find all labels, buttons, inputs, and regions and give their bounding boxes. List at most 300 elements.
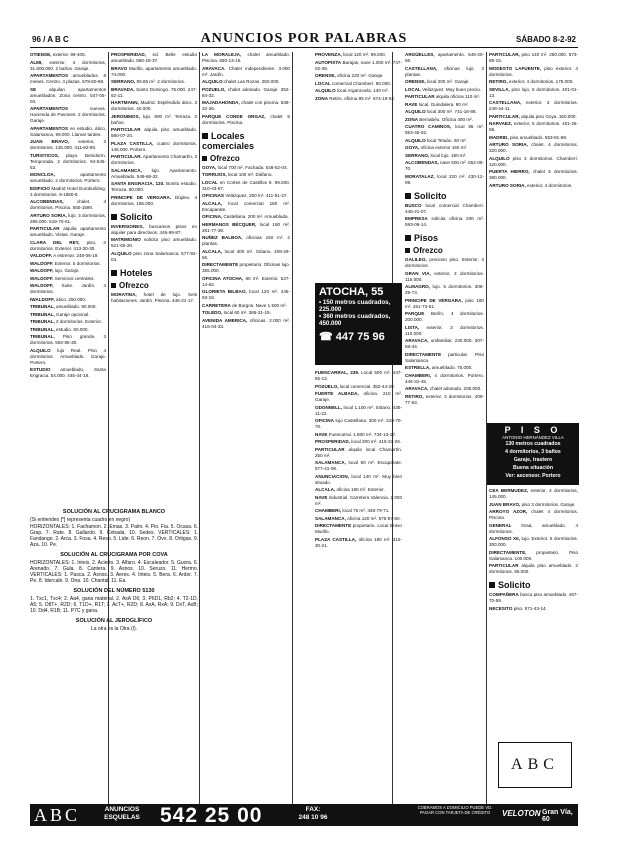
ads-list (202, 52, 290, 126)
ad-text: local 60 m². 365-21-19. (223, 310, 271, 315)
ad-keyword: APARTAMENTOS (30, 73, 69, 78)
ad-keyword: CHAMBERI, (405, 372, 432, 378)
ad-keyword: ALMAGRO, (405, 284, 431, 289)
ads-list (489, 592, 578, 612)
ad-keyword: LOCAL (405, 86, 421, 92)
ad-keyword: SALAMANCA, (315, 460, 346, 465)
ad-item (489, 183, 578, 189)
ad-keyword: GOYA, (405, 145, 420, 150)
ad-text: amueblado. 75.000. (431, 365, 473, 370)
ad-keyword: OTIENSE, (30, 52, 52, 57)
ad-keyword: DIRECTAMENTE (405, 351, 442, 357)
ad-item (202, 318, 290, 330)
ad-item (315, 523, 402, 535)
ad-keyword: SE (30, 86, 37, 92)
ad-text: oficina 120 m². 575-87-80. (347, 515, 401, 521)
piso-head: P I S O (504, 425, 562, 435)
ad-text: oficina 160 m². Exterior. (336, 487, 385, 492)
ad-item (111, 66, 197, 78)
ad-keyword: DIRECTAMENTE (202, 262, 239, 267)
ad-keyword: LISTA, (405, 324, 420, 330)
ad-item (202, 289, 290, 301)
ad-keyword: PUERTA HIERRO, (489, 169, 530, 174)
ad-keyword: AUTOPISTA (315, 59, 342, 65)
ad-item (30, 226, 106, 238)
ad-text: oficina. 210 m². Garaje. (315, 391, 403, 402)
ad-keyword: ALCALA, (315, 487, 336, 492)
ad-text: piso amueblado. 553-81-88. (509, 134, 568, 140)
ad-item (405, 325, 484, 337)
ad-keyword: CHAMBERI, (315, 508, 342, 513)
ad-text: chalet. 4 dormitorios. Piscina. 550-1590. (30, 199, 106, 210)
crucigrama-cova-body: HORIZONTALES: 1. Inteis. 2. Acierto. 3. Alfaro. 4. Escaleador. 5. Guora. 6. Arenado. 7. Gula. 8. Cantera. 9. Asnos. 10. Seruzo. 11. Hermo. VERTICALES: 1. Pasca. 2. Asnos. 3. Aeres. 4. Inteis. 5. Bera. 6. Ardor. 7. Pe. 8. Idercalé. 9. Ona. 10. Chantal. 11. Ea. (30, 560, 198, 584)
ad-keyword: SALAMANCA, (111, 167, 142, 173)
ad-text: piso, 3 dormitorios. Exterior. 413-30-30. (30, 239, 106, 251)
ad-text: local 200 m². 415-33-26. (351, 439, 402, 444)
piso-ad-box (487, 423, 579, 485)
ad-text: lujo. Garaje. (54, 268, 80, 273)
ad-keyword: PARTICULAR (315, 446, 345, 452)
subsection-ofrezco: Ofrezco (202, 154, 290, 163)
ad-keyword: PLAZA CASTILLA, (111, 140, 154, 146)
ad-text: Dúplex. 4 dormitorios. 185.000. (111, 194, 197, 206)
ad-text: en estudio, ático, Salamanca, 99.000. Llamar tardes. (30, 125, 107, 137)
ads-list (489, 52, 578, 189)
ad-item (405, 298, 484, 310)
abc-logo-box: ABC (498, 742, 572, 788)
ads-list (489, 488, 578, 575)
ad-keyword: ALQUILO (111, 250, 132, 256)
section-solicito: Solicito (405, 191, 484, 201)
column-4-top (315, 52, 402, 280)
ad-item (315, 474, 402, 486)
ad-keyword: MODESTO LAFUENTE, (489, 65, 542, 71)
ad-keyword: RETIRO, (489, 79, 508, 84)
section-locales: Locales comerciales (202, 131, 290, 151)
ad-text: Barajas, nave 1.000 m². 747-02-39. (315, 59, 403, 71)
footer-anuncios (94, 806, 150, 822)
ad-text: nuevos. Hacienda de Pavones. 2 dormitorios. Garaje. (30, 106, 106, 123)
ad-text: propietario. Piso Salamanca. 100.000. (489, 549, 578, 561)
ad-item (30, 153, 106, 171)
ad-text: alquila oficina 110 m². (435, 94, 481, 99)
ad-item (405, 386, 484, 392)
ad-keyword: VALDOFF. (30, 253, 53, 258)
ad-keyword: ARGÜELLES, (405, 52, 435, 57)
ad-keyword: PARTICULAR. (111, 154, 142, 159)
ad-item (30, 348, 106, 366)
ad-text: Bernabéu. Oficina 400 m². (419, 116, 473, 122)
ad-item (111, 154, 197, 166)
ad-text: exterior, 4 dormitorios, 145.000. (489, 488, 578, 499)
ad-text: local comercial Chamberí. 448-21-07. (405, 202, 484, 214)
ad-item (30, 52, 106, 58)
ad-item (489, 66, 578, 78)
ad-text: Velázquez, 250 m². 411-51-27. (225, 193, 288, 198)
ad-item (405, 124, 484, 136)
ad-text: Madrid Hotel Eurobuilding, 3 dormitorios. 9-1880-8. (30, 185, 106, 197)
ad-text: Chalet independiente. 3.000 m². Jardín. (202, 65, 290, 77)
piso-line: Ver: ascensor. Portero (505, 473, 561, 479)
ads-list (405, 257, 484, 406)
ad-item (202, 249, 290, 261)
ad-text: exterior. 3 dormitorios. 248-44-11. (489, 100, 578, 111)
ad-item (111, 79, 197, 85)
ad-text: chalet 5 dormitorios. 380.000. (489, 169, 578, 180)
page-header (30, 31, 578, 48)
ad-item (202, 100, 290, 112)
ad-keyword: POZUELO, (202, 86, 226, 92)
ad-item (405, 311, 484, 323)
ad-text: piso zona Salamanca. 577-92-04. (111, 250, 198, 262)
ad-item (489, 87, 578, 99)
footer-anuncios-label: ANUNCIOS (104, 806, 140, 813)
ad-keyword: ALCALA, (202, 248, 223, 254)
ads-list (315, 52, 402, 102)
ad-text: oficina 180 m². 315-30-21. (315, 536, 402, 548)
ad-item (489, 523, 578, 535)
ad-item (489, 606, 578, 612)
ad-item (111, 52, 197, 64)
ad-text: Murillo, apartamento amueblado. 74.000. (111, 65, 197, 77)
ad-keyword: CUATRO CAMINOS, (405, 124, 452, 129)
ad-item (405, 271, 484, 283)
ad-text: amueblados. 8 meses. Centro. 4 plazas. 579-60-98. (30, 73, 107, 84)
ad-keyword: NAVE (315, 431, 328, 437)
ad-text: de Burgos. Nave 1.500 m². (232, 302, 288, 308)
ad-text: lujo. Apartamento. Amueblado. 549-66-32. (111, 167, 198, 179)
ad-keyword: SERRANO, (111, 79, 136, 84)
ad-keyword: CEA BERMUDEZ, (489, 488, 529, 493)
ad-text: apartamento. 548-20-55. (405, 52, 484, 63)
ad-item (315, 439, 402, 445)
ad-keyword: FUERTE ALBADA, (315, 391, 359, 396)
ad-text: exterior, 3 dormitorios. 135.000. 411-92-80. (30, 139, 107, 150)
section-solicito: Solicito (489, 580, 578, 590)
ad-keyword: PARQUE CONDE ORGAZ, (202, 113, 266, 119)
ad-item (30, 304, 106, 310)
ad-keyword: WALDOFF. (30, 275, 54, 281)
ad-text: lujo, 3 dormitorios, 285.000. 519-70-61. (30, 212, 106, 224)
ad-keyword: PROSPERIDAD, (111, 52, 146, 57)
ad-item (405, 117, 484, 123)
ad-text: piso 3 dormitorios. Garaje. (521, 501, 576, 507)
ad-item (489, 121, 578, 133)
ad-item (315, 370, 402, 382)
ad-item (30, 276, 106, 282)
ad-keyword: JERONIMOS, (111, 113, 140, 119)
ad-item (315, 96, 402, 102)
ad-keyword: PARTICULAR (111, 127, 141, 132)
column-4-bottom (315, 370, 402, 800)
ad-keyword: ORENSE, (405, 79, 426, 84)
ad-text: Berlín, 4 dormitorios. 200.000. (405, 311, 484, 322)
ad-keyword: PARTICULAR, (489, 52, 520, 57)
ad-item (30, 139, 106, 151)
ad-keyword: ALMI, (30, 59, 43, 65)
ad-keyword: ALCOBENDAS, (405, 160, 439, 165)
ad-item (489, 502, 578, 508)
ad-keyword: TRIBUNAL, (30, 304, 55, 309)
piso-line: 130 metros cuadrados (505, 441, 561, 447)
ad-item (202, 276, 290, 288)
ad-item (489, 592, 578, 604)
ad-keyword: TRIBUNAL. (30, 334, 55, 339)
ad-text: exterior, 4 dormitorios, 31.600.000. 2 baños. Garaje. (30, 59, 107, 71)
ad-text: alquila piso amueblado. 590-07-24. (111, 127, 197, 138)
ad-text: oficina 220 m². Garaje. (336, 73, 384, 78)
ad-item (315, 73, 402, 79)
ad-text: piso 180 m². 261-73-51. (405, 297, 484, 309)
ad-keyword: GOYA, (202, 164, 217, 170)
ad-keyword: ALQUILO (405, 109, 426, 114)
ad-item (111, 251, 197, 263)
ad-keyword: ARTURO SORIA, (489, 142, 528, 147)
ad-keyword: LOCAL (315, 80, 331, 86)
ad-item (315, 460, 402, 472)
ad-item (111, 114, 197, 126)
ad-keyword: PARTICULAR (30, 226, 60, 231)
ad-item (315, 60, 402, 72)
ad-text: particular. Piso Salamanca. (405, 351, 484, 363)
ad-item (30, 186, 106, 198)
ad-item (489, 563, 578, 575)
ad-keyword: MONCLOA, (30, 172, 56, 177)
ad-item (30, 73, 106, 85)
ads-list (111, 52, 197, 207)
ad-item (315, 508, 402, 514)
ad-item (405, 160, 484, 172)
ad-keyword: MAJADAHONDA, (202, 100, 240, 105)
ad-item (111, 195, 197, 207)
piso-line: 4 dormitorios, 3 baños (505, 449, 561, 455)
ad-text: Exterior. 5 dormitorios. (54, 260, 101, 266)
ad-item (405, 79, 484, 85)
ad-item (202, 262, 290, 274)
footer-phone-number: 542 25 00 (160, 804, 263, 827)
ad-item (405, 145, 484, 151)
ad-text: Apartamento Chamartín, 3 dormitorios. (111, 154, 197, 165)
ad-keyword: EDIFICIO (30, 185, 50, 191)
ad-keyword: RAVE (405, 101, 418, 107)
atocha-line: • 150 metros cuadrados, 225.000 (319, 299, 391, 313)
atocha-line: • 360 metros cuadrados, 450.000 (319, 313, 391, 327)
ad-keyword: SERRANO, (405, 152, 430, 158)
ad-text: piso 140 m². 250.000. 573-89-15. (489, 52, 579, 63)
ad-keyword: ARAVACA. (202, 65, 226, 71)
ad-text: Servicios centrales. (54, 275, 95, 281)
ad-keyword: MORATALAZ, (405, 173, 435, 179)
ad-keyword: CASTELLANA, (405, 65, 438, 71)
ad-text: oficinas lujo. 3 plantas. (405, 65, 484, 77)
ad-text: alquila apartamento amueblado. Vistas. Garaje. (30, 226, 106, 237)
ad-item (315, 88, 402, 94)
ad-text: exterior, 4 dormitorios. 175.000. (508, 79, 574, 84)
ad-item (405, 66, 484, 78)
ad-text: local 700 m². Fachada. 548-52-04. (217, 164, 288, 170)
ad-text: 4 dormitorios. Portero. 446-31-45. (405, 372, 484, 384)
ad-text: local 90 m². Escaparate. 577-41-08. (315, 460, 402, 471)
ad-item (405, 394, 484, 406)
ad-item (111, 141, 197, 153)
ad-keyword: OFICINA, (202, 214, 223, 219)
ad-text: local 100 m². Diáfano. (227, 172, 273, 177)
page-title: ANUNCIOS POR PALABRAS (200, 31, 408, 46)
ad-text: Castellana. 200 m². Amueblada. (223, 214, 289, 219)
ad-keyword: BRAVADA, (111, 86, 135, 92)
ad-keyword: MORATINA, (111, 291, 137, 297)
ad-keyword: PARQUE (405, 311, 425, 316)
ad-keyword: ZONA (405, 116, 419, 122)
ad-text: exterior. 3 dormitorios. 409-77-53. (405, 393, 485, 405)
ad-item (405, 87, 484, 93)
footer-cobro: COBRAMOS A DOMICILIO PUEDE VD. PAGAR CON TARJETA DE CRÉDITO (417, 805, 493, 815)
ad-item (405, 257, 484, 269)
ads-list (111, 292, 197, 304)
piso-line: Buena situación (512, 465, 554, 471)
ad-item (202, 165, 290, 171)
ad-text: local 190 m². 261-77-38. (202, 221, 290, 233)
ad-text: chalet adosado. 205.000. (429, 386, 482, 391)
ads-list (405, 203, 484, 229)
ad-text: unifamiliar. 230.000. 307-58-44. (405, 338, 484, 349)
ad-text: hotel de lujo. Seis habitaciones. Jardín. Piscina. 446-21-17. (111, 291, 197, 303)
ad-text: precioso piso. Exterior. 4 dormitorios. (405, 257, 484, 268)
footer-veloton: VELOTON (502, 809, 541, 818)
ad-text: alquila piso amueblado. 2 dormitorios. 95.000. (489, 563, 578, 574)
ad-text: local 200 m². Garaje. (426, 79, 470, 84)
column-5 (405, 52, 484, 802)
ad-keyword: NECESITO (489, 605, 513, 611)
ad-keyword: AVENIDA AMERICA, (202, 317, 248, 323)
ad-item (489, 100, 578, 112)
ad-text: piso. 571-43-14. (513, 605, 547, 611)
ad-text: propietario. Oficinas lujo. 355.000. (202, 262, 290, 273)
ad-keyword: WALDOFF, (30, 268, 54, 273)
ad-keyword: WALDOFF. (30, 260, 54, 266)
ad-keyword: JUAN BRAVO, (489, 501, 521, 507)
ad-keyword: APARTAMENTOS (30, 106, 69, 111)
ad-item (111, 181, 197, 193)
ad-item (30, 268, 106, 274)
atocha-ad-box (315, 283, 402, 365)
ad-item (405, 138, 484, 144)
ad-keyword: ESTUDIO (30, 367, 51, 372)
ad-keyword: GRAN VIA, (405, 270, 431, 276)
ad-keyword: FUENCARRAL, 239. (315, 370, 360, 375)
ad-text: exterior, 5 dormitorios. 401-26-59. (489, 121, 578, 132)
ad-text: Retiro, oficina 95 m². 574-19-02. (329, 95, 396, 101)
ad-item (405, 338, 484, 350)
ad-item (315, 405, 402, 417)
ad-keyword: ODONNELL, (315, 404, 343, 410)
ad-text: oficina exterior 150 m². (420, 145, 468, 150)
ad-item (111, 127, 197, 139)
ad-item (202, 193, 290, 199)
ad-text: Piso grande, 3 dormitorios. 592-86-30. (30, 334, 107, 345)
ad-item (405, 102, 484, 108)
numero-title: SOLUCIÓN DEL NÚMERO 5130 (73, 588, 155, 594)
ad-item (489, 142, 578, 154)
ad-item (405, 174, 484, 186)
ad-item (202, 235, 290, 247)
jeroglifico-title: SOLUCIÓN AL JEROGLÍFICO (75, 618, 153, 624)
ad-keyword: PRINCIPE DE VERGARA. (111, 194, 172, 200)
ad-text: lujo Real. Piso 4 dormitorios. Amueblado. Garaje. Portero. (30, 347, 106, 365)
ad-text: propietario. Local Bravo Murillo. (315, 523, 402, 534)
ad-item (489, 156, 578, 168)
footer-abc-logo: ABC (34, 805, 81, 825)
ad-item (315, 516, 402, 522)
ad-item (489, 135, 578, 141)
ad-item (30, 261, 106, 267)
footer-esquelas-label: ESQUELAS (104, 814, 140, 821)
column-6-top (489, 52, 578, 418)
ad-text: 80 m². Exterior. 527-14-62. (202, 275, 290, 287)
ad-keyword: NARVAEZ, (489, 121, 513, 126)
ad-text: local 220 m². 430-12-99. (405, 173, 484, 185)
ad-keyword: WALDOFF, (30, 283, 54, 288)
ad-text: lujo Castellana. 300 m². 319-70-70. (315, 418, 403, 429)
ad-text: Local 500 m². 447-65-12. (315, 370, 402, 381)
ad-text: Bonito estudio. Terraza. 80.000. (111, 181, 197, 192)
ad-item (30, 106, 106, 124)
ad-text: piso 3 dormitorios. Chamberí. 120.000. (489, 155, 578, 167)
ad-item (315, 81, 402, 87)
ad-keyword: OFICINA ATOCHA, (202, 275, 244, 281)
ad-item (405, 284, 484, 296)
ad-item (30, 253, 106, 259)
ad-item (30, 283, 106, 295)
ad-item (202, 214, 290, 220)
ad-keyword: JUAN BRAVO, (30, 139, 70, 144)
ad-item (202, 114, 290, 126)
ad-text: nave 600 m². 652-05-70. (405, 160, 485, 171)
ad-item (202, 66, 290, 78)
ad-text: local 1.100 m². Sótano. 435-11-22. (315, 404, 402, 416)
ad-text: industrial. Carretera Valencia. 2.000 m². (315, 494, 402, 506)
footer-banner (30, 804, 578, 826)
ad-item (202, 52, 290, 64)
ad-text: estudio. 60.000. (56, 326, 89, 332)
ad-text: local Arganzuela. 140 m². (336, 88, 389, 93)
ad-item (202, 180, 290, 192)
ad-keyword: ARAVACA, (405, 338, 429, 343)
ad-keyword: SANTA ENGRACIA, 120. (111, 181, 165, 186)
ad-item (202, 222, 290, 234)
ad-item (315, 432, 402, 438)
ad-item (315, 487, 402, 493)
ad-keyword: PARTICULAR (489, 563, 519, 568)
footer-fax-label: FAX: (305, 806, 321, 813)
section-solicito: Solicito (111, 212, 197, 222)
ad-text: local 300 m². 741-16-88. (426, 109, 477, 114)
subsection-ofrezco: Ofrezco (111, 281, 197, 290)
ad-keyword: EMPRESA (405, 216, 428, 221)
ad-item (405, 352, 484, 364)
ad-text: en Cortes de Castillos 9. 99.000. 310-43-67. (202, 179, 290, 191)
piso-line: Garaje, trastero (513, 457, 553, 463)
ad-text: exterior, 4 dormitorios. (527, 182, 573, 188)
ad-keyword: PARTICULAR (405, 94, 435, 99)
ad-text: local 400 m². Sótano. 409-29-56. (202, 248, 290, 260)
ad-keyword: MADRID, (489, 134, 509, 140)
crucigrama-blanco-body: HORIZONTALES: 1. Fachamon. 2. Emas. 3. Palm. 4. Pio. Fia. 5. Ocasa. 6. Grap. 7. Rate. 8. Gallardo. 9. Cebada. 10. Sedes. VERTICALES: 1. Fandango. 2. Arca. 3. Fosa. 4. Resp. 5. Lide. 6. Reon. 7. Ovo. 8. Ortigas. 9. Aza. 10. Pe. (30, 524, 198, 548)
ads-list (202, 165, 290, 330)
ad-item (489, 509, 578, 521)
ad-keyword: APARTAMENTOS (30, 125, 69, 131)
ad-keyword: ALQUILO (30, 347, 51, 353)
